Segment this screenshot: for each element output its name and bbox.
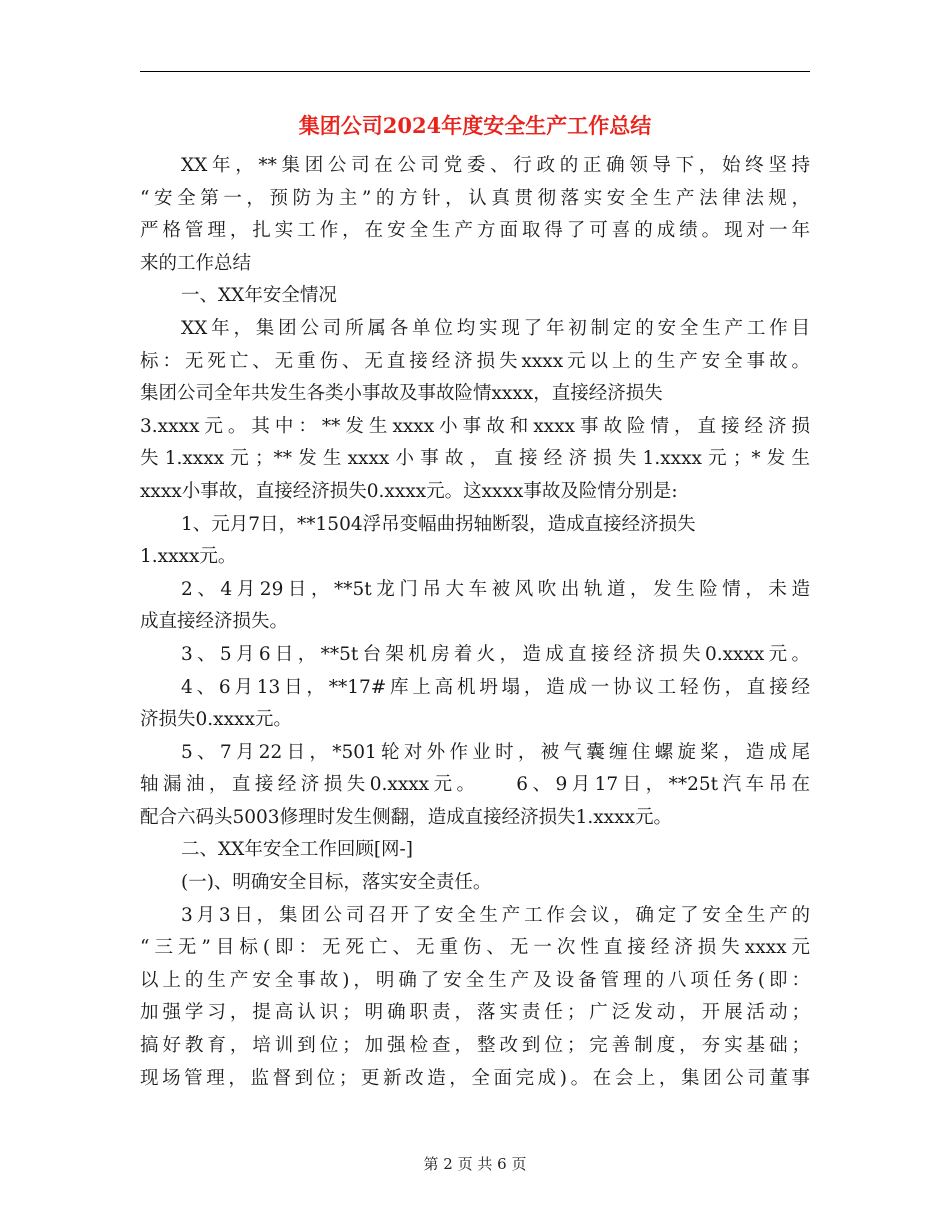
body-text-line: 严格管理，扎实工作，在安全生产方面取得了可喜的成绩。现对一年 [140, 220, 810, 242]
body-text-line: 标：无死亡、无重伤、无直接经济损失xxxx元以上的生产安全事故。 [140, 350, 810, 372]
header-rule [140, 71, 810, 72]
body-text-line: 4、6月13日，**17#库上高机坍塌，造成一协议工轻伤，直接经 [181, 676, 810, 698]
body-text-line: 2、4月29日，**5t龙门吊大车被风吹出轨道，发生险情，未造 [181, 578, 810, 600]
body-text-line: 一、XX年安全情况 [181, 285, 337, 307]
body-text-line: XX年，集团公司所属各单位均实现了年初制定的安全生产工作目 [181, 317, 810, 339]
body-text-line: 成直接经济损失。 [140, 611, 289, 633]
body-text-line: 济损失0.xxxx元。 [140, 709, 292, 731]
document-title: 集团公司2024年度安全生产工作总结 [298, 113, 652, 138]
body-text-line: 5、7月22日，*501轮对外作业时，被气囊缠住螺旋桨，造成尾 [181, 741, 810, 763]
body-text-line: 失1.xxxx元；**发生xxxx小事故，直接经济损失1.xxxx元；*发生 [140, 448, 810, 470]
body-text-line: 来的工作总结 [140, 252, 252, 274]
document-body [140, 150, 810, 1095]
body-text-line: 加强学习，提高认识；明确职责，落实责任；广泛发动，开展活动； [140, 1002, 810, 1024]
body-text-line: 3、5月6日，**5t台架机房着火，造成直接经济损失0.xxxx元。 [181, 643, 810, 665]
body-text-line: “安全第一，预防为主”的方针，认真贯彻落实安全生产法律法规， [140, 187, 810, 209]
body-text-line: 3.xxxx元。其中：**发生xxxx小事故和xxxx事故险情，直接经济损 [140, 415, 810, 437]
body-text-line: 3月3日，集团公司召开了安全生产工作会议，确定了安全生产的 [181, 904, 810, 926]
page-footer: 第 2 页 共 6 页 [423, 1155, 527, 1173]
body-text-line: 二、XX年安全工作回顾[网-] [181, 839, 414, 861]
body-text-line: 1.xxxx元。 [140, 546, 237, 568]
body-text-line: 以上的生产安全事故)，明确了安全生产及设备管理的八项任务(即： [140, 969, 810, 991]
body-text-line: xxxx小事故，直接经济损失0.xxxx元。这xxxx事故及险情分别是: [140, 480, 678, 502]
body-text-line: 现场管理，监督到位；更新改造，全面完成)。在会上，集团公司董事 [140, 1067, 810, 1089]
body-text-line: “三无”目标(即：无死亡、无重伤、无一次性直接经济损失xxxx元 [140, 937, 810, 959]
body-text-line: XX年，**集团公司在公司党委、行政的正确领导下，始终坚持 [181, 155, 810, 176]
body-text-line: 轴漏油，直接经济损失0.xxxx元。 6、9月17日，**25t汽车吊在 [140, 774, 810, 796]
body-text-line: 配合六码头5003修理时发生侧翻，造成直接经济损失1.xxxx元。 [140, 806, 672, 828]
body-text-line: 1、元月7日，**1504浮吊变幅曲拐轴断裂，造成直接经济损失 [181, 513, 696, 535]
body-text-line: 集团公司全年共发生各类小事故及事故险情xxxx，直接经济损失 [140, 383, 663, 405]
body-text-line: (一)、明确安全目标，落实安全责任。 [181, 872, 492, 894]
body-text-line: 搞好教育，培训到位；加强检查，整改到位；完善制度，夯实基础； [140, 1035, 810, 1057]
